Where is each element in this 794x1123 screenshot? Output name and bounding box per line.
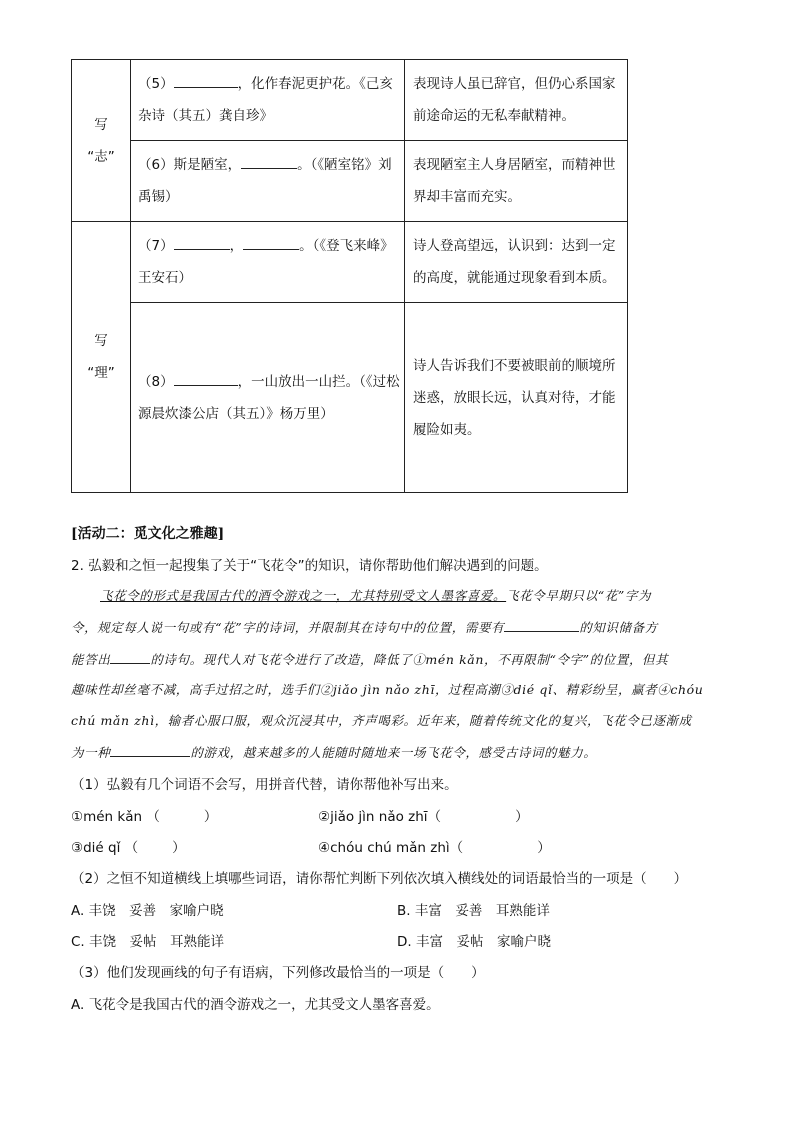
explanation-5: 表现诗人虽已辞官，但仍心系国家前途命运的无私奉献精神。 — [405, 60, 628, 141]
category-label — [72, 109, 130, 173]
option-a[interactable]: A. 丰饶 妥善 家喻户晓 — [71, 903, 224, 919]
passage-line-5: chú mǎn zhì，输者心服口服，观众沉浸其中，齐声喝彩。近年来，随着传统文化的复兴，飞花令已逐渐成 — [71, 713, 692, 728]
sub-question-2: （2）之恒不知道横线上填哪些词语，请你帮忙判断下列依次填入横线处的词语最恰当的一项是（ ） — [71, 871, 688, 887]
passage-line-4: 趣味性却丝毫不减，高手过招之时，选手们②jiǎo jìn nǎo zhī，过程高潮③dié qǐ、精彩纷呈，赢者④chóu — [71, 682, 704, 697]
explanation-7: 诗人登高望远，认识到：达到一定的高度，就能通过现象看到本质。 — [405, 222, 628, 303]
category-zhi — [72, 60, 131, 222]
question-6: （6）斯是陋室， 。（《陋室铭》刘禹锡） — [131, 141, 405, 222]
passage-blank-1[interactable] — [504, 617, 579, 632]
pinyin-item-2[interactable]: ②jiǎo jìn nǎo zhī（ ） — [318, 809, 529, 825]
pinyin-item-3[interactable]: ③dié qǐ （ ） — [71, 840, 186, 856]
option-d[interactable]: D. 丰富 妥帖 家喻户晓 — [397, 934, 551, 950]
question-8: （8） ，一山放出一山拦。（《过松源晨炊漆公店（其五）》杨万里） — [131, 303, 405, 493]
pinyin-item-1[interactable]: ①mén kǎn （ ） — [71, 809, 218, 825]
pinyin-item-4[interactable]: ④chóu chú mǎn zhì（ ） — [318, 840, 551, 856]
activity-heading: [活动二：觅文化之雅趣] — [71, 526, 225, 542]
passage-blank-2[interactable] — [110, 649, 150, 664]
question-7: （7） ， 。（《登飞来峰》王安石） — [131, 222, 405, 303]
category-word: “志” — [87, 148, 115, 165]
passage-blank-3[interactable] — [110, 742, 190, 757]
option-b[interactable]: B. 丰富 妥善 耳熟能详 — [397, 903, 550, 919]
category-char: 写 — [94, 116, 108, 133]
passage-line-3: 能答出 的诗句。现代人对飞花令进行了改造，降低了①mén kǎn，不再限制“令字”的位置，但其 — [71, 649, 668, 668]
passage-line-2: 令，规定每人说一句或有“花”字的诗词，并限制其在诗句中的位置，需要有 的知识储备方 — [71, 617, 658, 636]
answer-blank[interactable] — [174, 73, 238, 88]
answer-blank[interactable] — [174, 371, 238, 386]
answer-blank[interactable] — [243, 235, 299, 250]
explanation-6: 表现陋室主人身居陋室，而精神世界却丰富而充实。 — [405, 141, 628, 222]
question-5: （5） ，化作春泥更护花。《己亥杂诗（其五）龚自珍》 — [131, 60, 405, 141]
sub3-option-a[interactable]: A. 飞花令是我国古代的酒令游戏之一，尤其受文人墨客喜爱。 — [71, 997, 440, 1013]
question-2-stem: 2. 弘毅和之恒一起搜集了关于“飞花令”的知识，请你帮助他们解决遇到的问题。 — [71, 558, 548, 574]
category-word: “理” — [87, 365, 115, 381]
explanation-8: 诗人告诉我们不要被眼前的顺境所迷惑，放眼长远，认真对待，才能履险如夷。 — [405, 303, 628, 493]
passage-line-6: 为一种 的游戏，越来越多的人能随时随地来一场飞花令，感受古诗词的魅力。 — [71, 742, 596, 761]
option-c[interactable]: C. 丰饶 妥帖 耳熟能详 — [71, 934, 225, 950]
passage-line-1: 飞花令的形式是我国古代的酒令游戏之一，尤其特别受文人墨客喜爱。飞花令早期只以“花”字为 — [100, 588, 652, 603]
category-li — [72, 222, 131, 493]
answer-blank[interactable] — [174, 235, 230, 250]
poem-table — [71, 59, 628, 493]
underlined-sentence: 飞花令的形式是我国古代的酒令游戏之一，尤其特别受文人墨客喜爱。 — [100, 588, 507, 603]
category-char: 写 — [94, 333, 108, 349]
category-label — [72, 325, 130, 389]
answer-blank[interactable] — [241, 154, 297, 169]
sub-question-1: （1）弘毅有几个词语不会写，用拼音代替，请你帮他补写出来。 — [71, 777, 458, 793]
sub-question-3: （3）他们发现画线的句子有语病，下列修改最恰当的一项是（ ） — [71, 965, 485, 981]
